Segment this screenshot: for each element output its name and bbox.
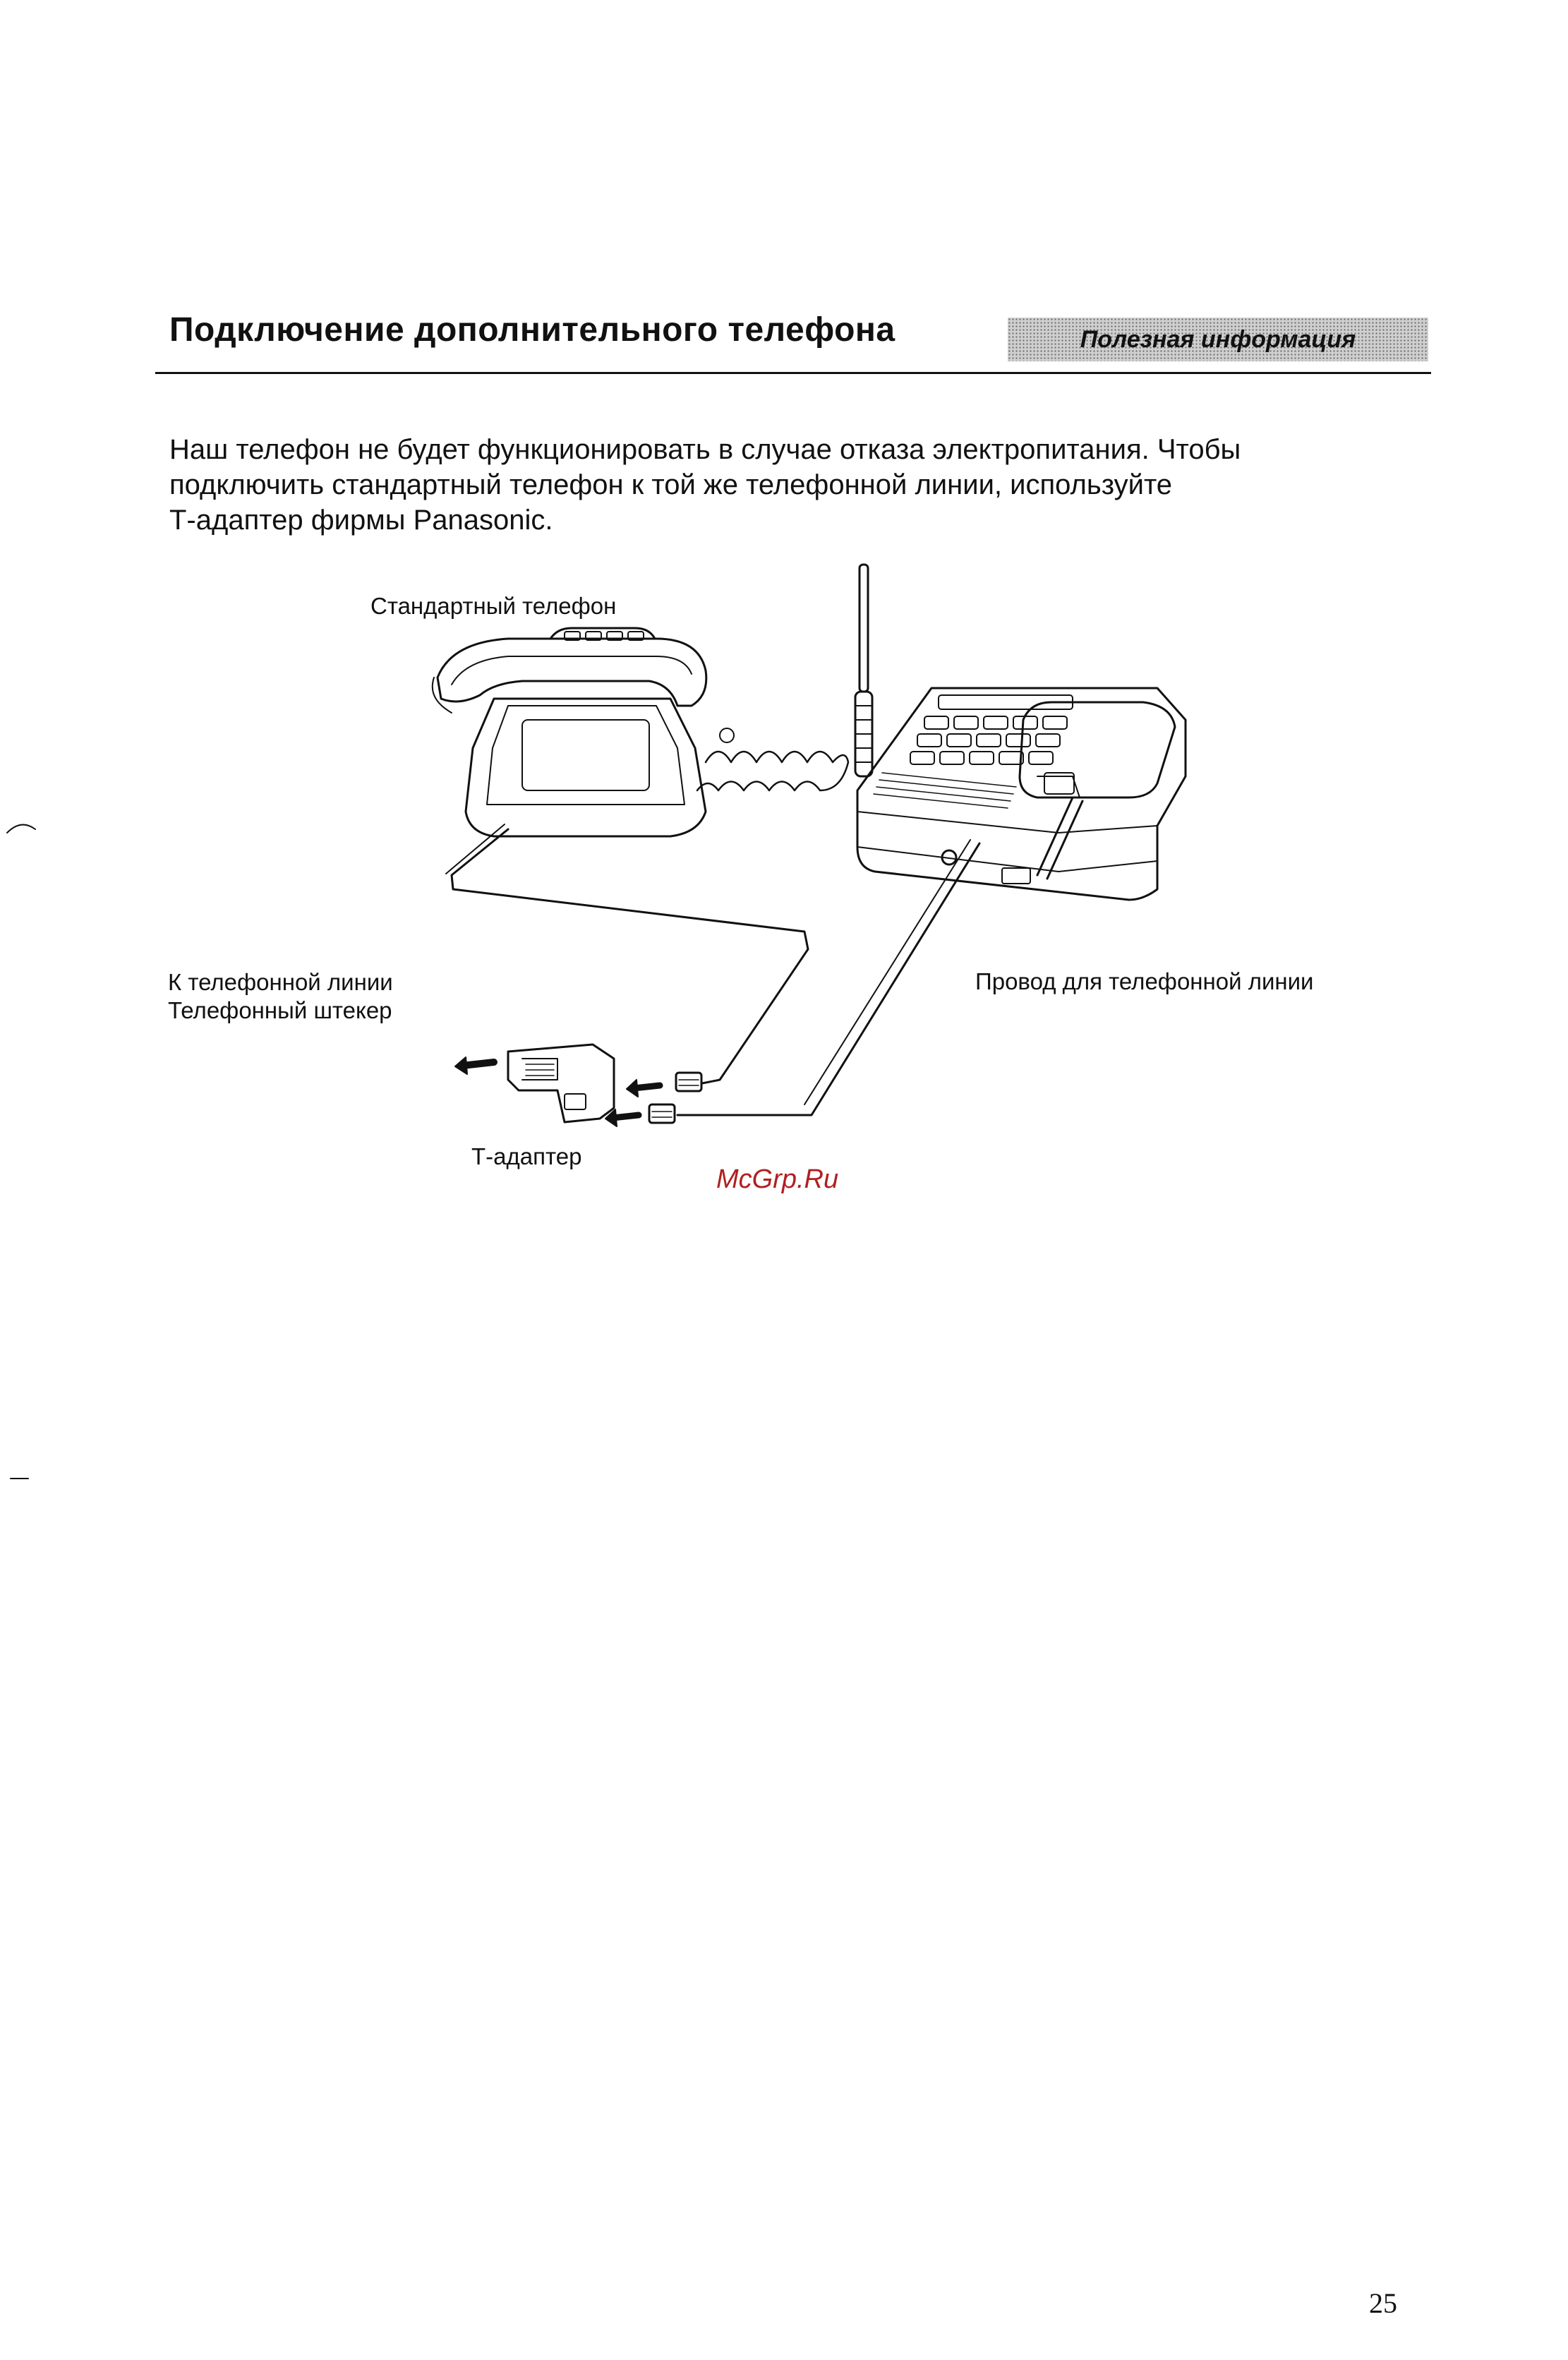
page-number: 25: [1369, 2287, 1397, 2319]
section-tag-label: Полезная информация: [1080, 326, 1356, 353]
page-title: Подключение дополнительного телефона: [169, 311, 895, 349]
label-t-adapter: Т-адаптер: [471, 1143, 582, 1169]
t-adapter-illustration: [455, 1044, 701, 1126]
watermark: McGrp.Ru: [716, 1164, 839, 1194]
label-to-line-group: [168, 968, 393, 1025]
intro-line-2: подключить стандартный телефон к той же телефонной линии, используйте: [169, 469, 1173, 500]
label-plug: Телефонный штекер: [168, 997, 392, 1023]
margin-mark: [7, 825, 35, 833]
intro-line-1: Наш телефон не будет функционировать в случае отказа электропитания. Чтобы: [169, 434, 1241, 465]
cordless-base-illustration: [677, 565, 1186, 1115]
label-line-cord: Провод для телефонной линии: [975, 968, 1314, 994]
intro-line-3: Т-адаптер фирмы Panasonic.: [169, 505, 553, 536]
standard-phone-illustration: [433, 628, 848, 1083]
label-to-line: К телефонной линии: [168, 969, 393, 995]
label-standard-phone: Стандартный телефон: [370, 593, 617, 619]
